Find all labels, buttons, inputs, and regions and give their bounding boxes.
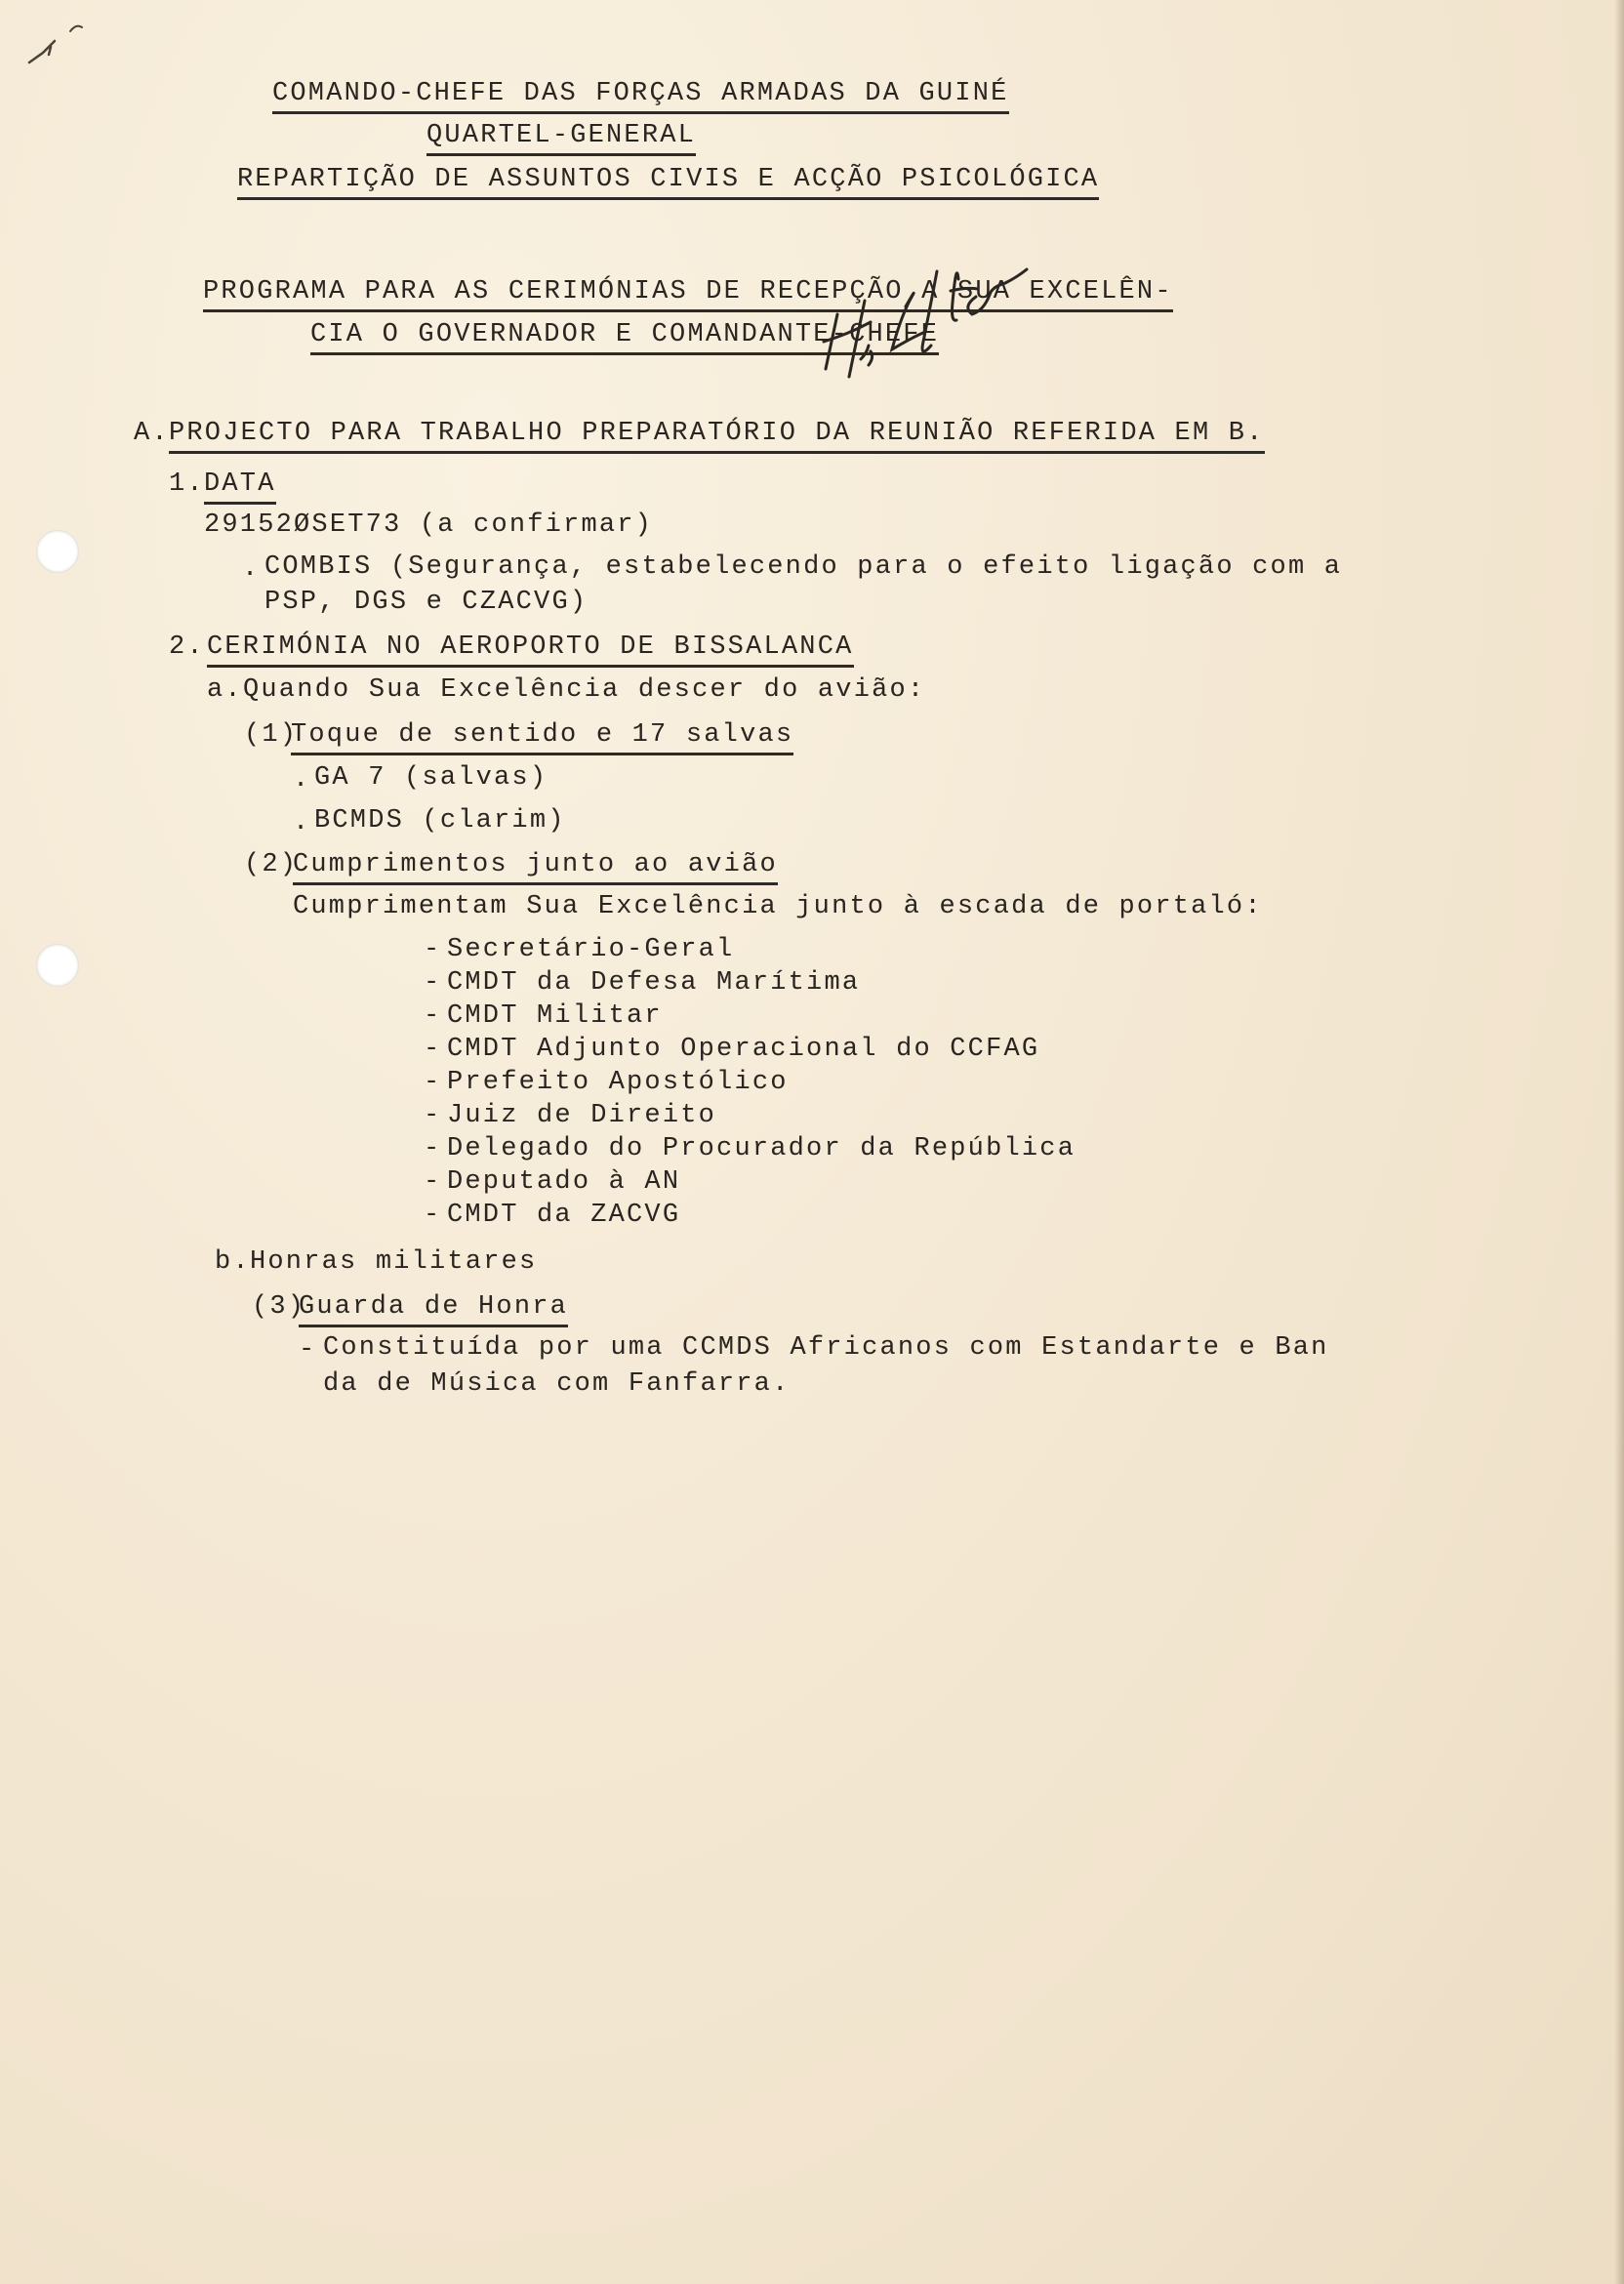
sub-1-bullet-mark: . xyxy=(293,765,311,795)
sub-2-number: (2) xyxy=(244,850,299,879)
sub-1-heading: Toque de sentido e 17 salvas xyxy=(291,718,793,755)
sub-1-bullet: BCMDS (clarim) xyxy=(314,806,566,836)
list-item: Secretário-Geral xyxy=(447,935,735,964)
list-dash: - xyxy=(424,1001,442,1031)
section-a-marker: A. xyxy=(134,419,170,448)
item-2-a-text: Quando Sua Excelência descer do avião: xyxy=(243,675,926,705)
list-dash: - xyxy=(424,935,442,964)
sub-1-number: (1) xyxy=(244,720,299,750)
punch-hole xyxy=(36,944,79,987)
header-line-1: COMANDO-CHEFE DAS FORÇAS ARMADAS DA GUINÉ xyxy=(272,77,1009,114)
list-item: CMDT da ZACVG xyxy=(447,1201,681,1230)
handwritten-annotation xyxy=(810,244,1044,390)
page-edge-shadow xyxy=(1614,0,1624,2284)
list-dash: - xyxy=(424,1068,442,1097)
list-item: Juiz de Direito xyxy=(447,1101,717,1130)
list-dash: - xyxy=(424,1134,442,1163)
sub-3-line-1: Constituída por uma CCMDS Africanos com Estandarte e Ban xyxy=(323,1333,1329,1363)
title-line-2: CIA O GOVERNADOR E COMANDANTE-CHEFE xyxy=(310,318,939,355)
item-2-a-label: a. xyxy=(207,675,243,705)
punch-hole xyxy=(36,530,79,573)
list-dash: - xyxy=(424,1167,442,1197)
list-item: CMDT Adjunto Operacional do CCFAG xyxy=(447,1035,1040,1064)
header-line-3: REPARTIÇÃO DE ASSUNTOS CIVIS E ACÇÃO PSICOLÓGICA xyxy=(237,163,1099,200)
item-2-b-text: Honras militares xyxy=(250,1247,538,1277)
item-2-heading: CERIMÓNIA NO AEROPORTO DE BISSALANCA xyxy=(207,631,854,668)
item-1-bullet-line-2: PSP, DGS e CZACVG) xyxy=(264,588,589,617)
list-item: CMDT da Defesa Marítima xyxy=(447,968,861,998)
list-dash: - xyxy=(424,1201,442,1230)
sub-1-bullet-mark: . xyxy=(293,808,311,837)
list-dash: - xyxy=(424,968,442,998)
sub-3-dash: - xyxy=(299,1335,317,1365)
item-1-heading: DATA xyxy=(204,468,276,505)
sub-3-number: (3) xyxy=(252,1292,306,1322)
sub-3-line-2: da de Música com Fanfarra. xyxy=(323,1369,791,1399)
header-line-2: QUARTEL-GENERAL xyxy=(426,119,696,156)
sub-2-intro: Cumprimentam Sua Excelência junto à escada de portaló: xyxy=(293,892,1263,921)
item-1-number: 1. xyxy=(169,469,205,499)
item-2-number: 2. xyxy=(169,632,205,662)
item-2-b-label: b. xyxy=(215,1247,251,1277)
item-1-bullet-mark: . xyxy=(242,554,261,584)
corner-pencil-mark xyxy=(21,12,90,80)
title-line-1: PROGRAMA PARA AS CERIMÓNIAS DE RECEPÇÃO A SUA EXCELÊN- xyxy=(203,275,1173,312)
list-item: Prefeito Apostólico xyxy=(447,1068,789,1097)
sub-1-bullet: GA 7 (salvas) xyxy=(314,763,548,793)
item-1-bullet-line-1: COMBIS (Segurança, estabelecendo para o efeito ligação com a xyxy=(264,552,1343,582)
section-a-heading: PROJECTO PARA TRABALHO PREPARATÓRIO DA REUNIÃO REFERIDA EM B. xyxy=(169,417,1265,454)
list-dash: - xyxy=(424,1101,442,1130)
list-item: Deputado à AN xyxy=(447,1167,681,1197)
list-dash: - xyxy=(424,1035,442,1064)
sub-2-heading: Cumprimentos junto ao avião xyxy=(293,848,778,885)
sub-3-heading: Guarda de Honra xyxy=(299,1290,568,1327)
list-item: CMDT Militar xyxy=(447,1001,663,1031)
item-1-date: 29152ØSET73 (a confirmar) xyxy=(204,510,654,540)
list-item: Delegado do Procurador da República xyxy=(447,1134,1076,1163)
